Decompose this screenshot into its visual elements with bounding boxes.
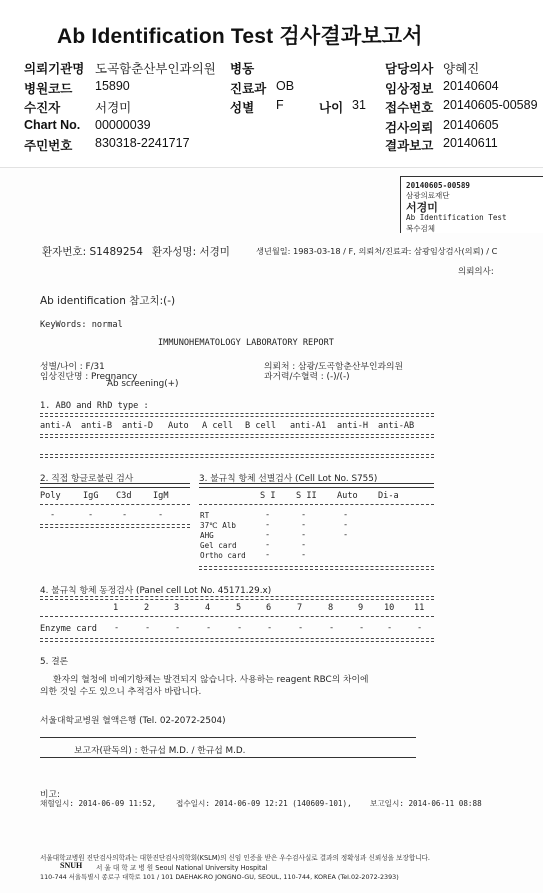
row-label: Gel card bbox=[200, 541, 237, 550]
column-header: anti-A bbox=[40, 421, 72, 431]
sticker-accession: 20140605-00589 bbox=[406, 181, 471, 190]
column-header: 1 bbox=[113, 603, 119, 613]
section-identification-title: 4. 불규칙 항체 동정검사 (Panel cell Lot No. 45171.29.x) bbox=[40, 586, 272, 596]
snuh-logo-text: SNUH bbox=[60, 861, 83, 870]
sticker-lab: 삼광의료재단 bbox=[406, 191, 450, 200]
cell-value: - bbox=[265, 550, 271, 560]
medical-history: 과거력/수혈력 : (-)/(-) bbox=[264, 372, 350, 382]
column-header: Auto bbox=[337, 491, 358, 501]
column-header: IgM bbox=[153, 491, 169, 501]
conclusion-line-1: 환자의 혈청에 비예기항체는 발견되지 않습니다. 사용하는 reagent RBC의 차이에 bbox=[53, 675, 369, 685]
keywords: KeyWords: normal bbox=[40, 320, 123, 330]
sticker-note: 복수검체 bbox=[406, 224, 435, 233]
requesting-institution: 의뢰처 : 삼광/도곡함춘산부인과의원 bbox=[264, 362, 403, 372]
row-label: AHG bbox=[200, 531, 214, 540]
cell-value: - bbox=[158, 510, 164, 520]
section-dat-title: 2. 직접 항글로불린 검사 bbox=[40, 474, 134, 484]
header-value: 31 bbox=[352, 98, 366, 112]
patient-number: 환자번호: S1489254 bbox=[42, 246, 143, 258]
divider bbox=[40, 454, 434, 458]
cell-value: - bbox=[265, 540, 271, 550]
conclusion-line-2: 의한 것일 수도 있으니 추적검사 바랍니다. bbox=[40, 687, 202, 697]
clinical-diagnosis: 임상진단명 : Pregnancy bbox=[40, 372, 138, 382]
column-header: anti-A1 bbox=[290, 421, 327, 431]
reporter: 보고자(판독의) : 한규섭 M.D. / 한규섭 M.D. bbox=[74, 746, 246, 756]
header-label: 담당의사 bbox=[385, 62, 434, 76]
row-label: Ortho card bbox=[200, 551, 246, 560]
header-label: 검사의뢰 bbox=[385, 121, 434, 135]
column-header: 6 bbox=[266, 603, 272, 613]
header-label: 주민번호 bbox=[24, 139, 73, 153]
column-header: anti-AB bbox=[378, 421, 415, 431]
cell-value: - bbox=[329, 623, 335, 633]
cell-value: - bbox=[114, 623, 120, 633]
cell-value: - bbox=[301, 540, 307, 550]
header-label: 접수번호 bbox=[385, 101, 434, 115]
patient-name: 환자성명: 서경미 bbox=[152, 246, 230, 258]
column-header: 5 bbox=[236, 603, 242, 613]
hospital-name: 서 울 대 학 교 병 원 Seoul National University Hospital bbox=[96, 864, 268, 872]
column-header: 2 bbox=[144, 603, 150, 613]
cell-value: - bbox=[298, 623, 304, 633]
receipt-time: 접수일시: 2014-06-09 12:21 (140609-101), bbox=[176, 799, 352, 808]
row-label: 37℃ Alb bbox=[200, 521, 236, 530]
patient-details: 생년월일: 1983-03-18 / F, 의뢰처/진료과: 삼광임상검사(의뢰) / C bbox=[256, 246, 498, 256]
column-header: 3 bbox=[174, 603, 180, 613]
cell-value: - bbox=[301, 520, 307, 530]
sticker-test: Ab Identification Test bbox=[406, 213, 507, 222]
report-title: Ab Identification Test 검사결과보고서 bbox=[57, 25, 423, 48]
header-value: 20140605 bbox=[443, 118, 499, 132]
report-time: 보고일시: 2014-06-11 08:88 bbox=[370, 799, 482, 808]
column-header: 8 bbox=[328, 603, 334, 613]
header-value: F bbox=[276, 98, 284, 112]
note-label: 비고: bbox=[40, 790, 60, 800]
divider bbox=[40, 737, 416, 738]
clinical-diagnosis-2: Ab screening(+) bbox=[107, 379, 179, 389]
divider bbox=[40, 638, 434, 642]
cell-value: - bbox=[417, 623, 423, 633]
column-header: S I bbox=[260, 491, 276, 501]
header-label: 결과보고 bbox=[385, 139, 434, 153]
column-header: Auto bbox=[168, 421, 189, 431]
divider bbox=[40, 504, 190, 505]
cell-value: - bbox=[122, 510, 128, 520]
blood-bank-contact: 서울대학교병원 혈액은행 (Tel. 02-2072-2504) bbox=[40, 716, 226, 726]
header-label: 나이 bbox=[319, 101, 344, 115]
column-header: 7 bbox=[297, 603, 303, 613]
header-value: 20140605-00589 bbox=[443, 98, 538, 112]
section-screening-title: 3. 불규칙 항체 선별검사 (Cell Lot No. S755) bbox=[199, 474, 378, 484]
cell-value: - bbox=[267, 623, 273, 633]
lab-report-title: IMMUNOHEMATOLOGY LABORATORY REPORT bbox=[158, 338, 334, 348]
cell-value: - bbox=[343, 510, 349, 520]
header-value: 양혜진 bbox=[443, 62, 480, 76]
cell-value: - bbox=[175, 623, 181, 633]
header-value: 15890 bbox=[95, 79, 130, 93]
cell-value: - bbox=[265, 510, 271, 520]
column-header: 11 bbox=[414, 603, 425, 613]
cell-value: - bbox=[343, 530, 349, 540]
header-label: 성별 bbox=[230, 101, 255, 115]
column-header: anti-D bbox=[122, 421, 154, 431]
cell-value: - bbox=[343, 520, 349, 530]
column-header: anti-B bbox=[81, 421, 113, 431]
cell-value: - bbox=[237, 623, 243, 633]
header-value: OB bbox=[276, 79, 295, 93]
header-label: 병원코드 bbox=[24, 82, 73, 96]
header-value: 20140604 bbox=[443, 79, 499, 93]
header-value: 서경미 bbox=[95, 101, 132, 115]
divider bbox=[40, 483, 190, 488]
header-label: 수진자 bbox=[24, 101, 61, 115]
column-header: 10 bbox=[384, 603, 395, 613]
reference-value: Ab identification 참고치:(-) bbox=[40, 295, 176, 307]
cell-value: - bbox=[50, 510, 56, 520]
sticker-patient: 서경미 bbox=[406, 201, 438, 214]
column-header: 9 bbox=[358, 603, 364, 613]
cell-value: - bbox=[265, 530, 271, 540]
header-label: 임상정보 bbox=[385, 82, 434, 96]
cell-value: - bbox=[88, 510, 94, 520]
hospital-address: 110-744 서울특별시 종로구 대학로 101 / 101 DAEHAK-RO JONGNO-GU, SEOUL, 110-744, KOREA (Tel.02-2072-2393) bbox=[40, 873, 399, 881]
column-header: S II bbox=[296, 491, 317, 501]
column-header: C3d bbox=[116, 491, 132, 501]
header-value: 도곡함춘산부인과의원 bbox=[95, 62, 216, 76]
divider bbox=[199, 504, 434, 505]
section-abo-title: 1. ABO and RhD type : bbox=[40, 401, 149, 411]
header-label: 진료과 bbox=[230, 82, 267, 96]
accreditation-notice: 서울대학교병원 진단검사의학과는 대한진단검사의학회(KSLM)의 신임 인증을 받은 우수검사실로 결과의 정확성과 신뢰성을 보장합니다. bbox=[40, 854, 431, 862]
cell-value: - bbox=[301, 550, 307, 560]
row-label: Enzyme card bbox=[40, 624, 97, 634]
row-label: RT bbox=[200, 511, 210, 520]
cell-value: - bbox=[301, 530, 307, 540]
header-label: 의뢰기관명 bbox=[24, 62, 85, 76]
divider bbox=[40, 434, 434, 438]
divider bbox=[40, 413, 434, 417]
column-header: 4 bbox=[205, 603, 211, 613]
cell-value: - bbox=[301, 510, 307, 520]
divider bbox=[40, 757, 416, 758]
column-header: Poly bbox=[40, 491, 61, 501]
sex-age: 성별/나이 : F/31 bbox=[40, 362, 105, 372]
section-conclusion-title: 5. 결론 bbox=[40, 657, 69, 667]
ordering-doctor: 의뢰의사: bbox=[458, 267, 494, 277]
cell-value: - bbox=[145, 623, 151, 633]
cell-value: - bbox=[265, 520, 271, 530]
divider bbox=[199, 483, 434, 488]
column-header: B cell bbox=[245, 421, 277, 431]
divider bbox=[199, 566, 434, 570]
column-header: anti-H bbox=[337, 421, 369, 431]
column-header: IgG bbox=[83, 491, 99, 501]
cell-value: - bbox=[206, 623, 212, 633]
header-value: 830318-2241717 bbox=[95, 136, 190, 150]
column-header: Di-a bbox=[378, 491, 399, 501]
cell-value: - bbox=[359, 623, 365, 633]
collection-time: 채혈일시: 2014-06-09 11:52, bbox=[40, 799, 157, 808]
divider bbox=[40, 596, 434, 600]
header-label: Chart No. bbox=[24, 118, 81, 132]
column-header: A cell bbox=[202, 421, 234, 431]
cell-value: - bbox=[387, 623, 393, 633]
header-value: 20140611 bbox=[443, 136, 498, 150]
divider bbox=[40, 616, 434, 617]
divider bbox=[40, 524, 190, 528]
header-label: 병동 bbox=[230, 62, 255, 76]
header-value: 00000039 bbox=[95, 118, 151, 132]
